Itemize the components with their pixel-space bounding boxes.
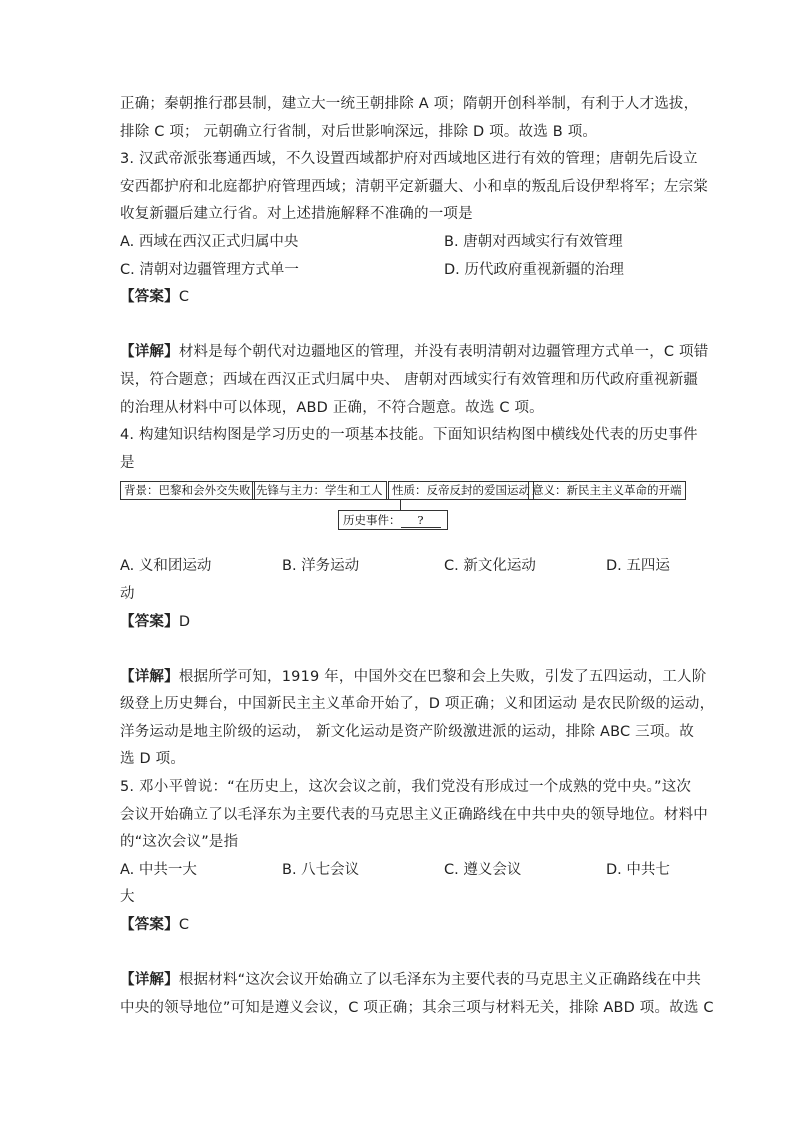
answer-value: D [178, 613, 191, 630]
detail-text: 根据所学可知，1919 年，中国外交在巴黎和会上失败，引发了五四运动，工人阶 [178, 668, 707, 685]
q4-option-a: A. 义和团运动 [120, 558, 212, 575]
q3-detail-line-2: 误，符合题意；西域在西汉正式归属中央、 唐朝对西域实行有效管理和历代政府重视新疆 [120, 371, 699, 388]
q5-option-b: B. 八七会议 [282, 861, 360, 878]
q4-stem-line-2: 是 [120, 454, 135, 471]
q5-stem-line-3: 的“这次会议”是指 [120, 834, 239, 851]
q5-option-d: D. 中共七 [606, 861, 670, 878]
question-4 [120, 422, 715, 774]
detail-label: 【详解】 [120, 972, 179, 989]
event-blank: ? [401, 513, 441, 528]
q4-detail-line-2: 级登上历史舞台，中国新民主主义革命开始了，D 项正确；义和团运动 是农民阶级的运动， [120, 696, 715, 713]
q2-explanation-line-2: 排除 C 项； 元朝确立行省制，对后世影响深远，排除 D 项。故选 B 项。 [120, 123, 598, 140]
question-5 [120, 774, 714, 1022]
answer-value: C [178, 917, 190, 934]
diagram-box-event [338, 510, 448, 530]
q4-answer [120, 609, 676, 637]
q3-stem-line-3: 收复新疆后建立行省。对上述措施解释不准确的一项是 [120, 206, 473, 223]
detail-label: 【详解】 [120, 344, 179, 361]
answer-label: 【答案】 [120, 613, 179, 630]
answer-value: C [178, 289, 190, 306]
q4-detail-line-1 [120, 664, 707, 692]
event-label: 历史事件： [343, 513, 401, 528]
q3-option-c: C. 清朝对边疆管理方式单一 [120, 261, 299, 278]
detail-text: 根据材料“这次会议开始确立了以毛泽东为主要代表的马克思主义正确路线在中共 [178, 972, 702, 989]
q3-options-row-2 [120, 257, 676, 285]
diagram-box-vanguard: 先锋与主力：学生和工人 [252, 481, 387, 500]
spacer [120, 539, 676, 553]
q5-option-a: A. 中共一大 [120, 861, 197, 878]
detail-text: 材料是每个朝代对边疆地区的管理，并没有表明清朝对边疆管理方式单一，C 项错 [178, 344, 709, 361]
q3-answer [120, 284, 676, 312]
q5-detail-line-2: 中央的领导地位”可知是遵义会议，C 项正确；其余三项与材料无关，排除 ABD 项。故选 C [120, 999, 714, 1016]
answer-label: 【答案】 [120, 289, 179, 306]
q4-option-b: B. 洋务运动 [282, 558, 360, 575]
q3-detail-line-3: 的治理从材料中可以体现，ABD 正确，不符合题意。故选 C 项。 [120, 399, 544, 416]
q5-stem-line-2: 会议开始确立了以毛泽东为主要代表的马克思主义正确路线在中共中央的领导地位。材料中 [120, 806, 708, 823]
q4-stem-line-1: 4. 构建知识结构图是学习历史的一项基本技能。下面知识结构图中横线处代表的历史事件 [120, 427, 698, 444]
q5-option-wrap: 大 [120, 889, 135, 906]
q5-detail-line-1 [120, 967, 702, 995]
q3-option-a: A. 西域在西汉正式归属中央 [120, 233, 299, 250]
q3-option-d: D. 历代政府重视新疆的治理 [444, 261, 624, 278]
q4-detail-line-4: 选 D 项。 [120, 751, 186, 768]
spacer [120, 312, 676, 340]
q4-option-d: D. 五四运 [606, 558, 670, 575]
diagram-connector-stem [400, 499, 401, 510]
spacer [120, 636, 676, 664]
q5-options-row [120, 857, 676, 885]
q3-stem-line-2: 安西都护府和北庭都护府管理西域；清朝平定新疆大、小和卓的叛乱后设伊犁将军；左宗棠 [120, 178, 708, 195]
q5-answer [120, 912, 676, 940]
question-3 [120, 146, 709, 422]
q3-option-b: B. 唐朝对西域实行有效管理 [444, 233, 623, 250]
q5-option-c: C. 遵义会议 [444, 861, 522, 878]
q5-stem-line-1: 5. 邓小平曾说：“在历史上，这次会议之前，我们党没有形成过一个成熟的党中央。”这次 [120, 779, 692, 796]
q3-detail-line-1 [120, 339, 709, 367]
spacer [120, 940, 676, 968]
diagram-box-nature: 性质：反帝反封的爱国运动 [388, 481, 534, 500]
diagram-box-background: 背景：巴黎和会外交失败 [120, 481, 255, 500]
document-body [120, 91, 715, 1022]
q3-options-row-1 [120, 229, 676, 257]
q3-stem-line-1: 3. 汉武帝派张骞通西域，不久设置西域都护府对西域地区进行有效的管理；唐朝先后设立 [120, 151, 698, 168]
diagram-connector-line [120, 499, 676, 500]
answer-label: 【答案】 [120, 917, 179, 934]
knowledge-structure-diagram [120, 479, 682, 535]
diagram-box-significance: 意义：新民主主义革命的开端 [528, 481, 686, 500]
q4-detail-line-3: 洋务运动是地主阶级的运动， 新文化运动是资产阶级激进派的运动，排除 ABC 三项。故 [120, 723, 694, 740]
q4-option-c: C. 新文化运动 [444, 558, 536, 575]
q2-explanation-line-1: 正确；秦朝推行郡县制，建立大一统王朝排除 A 项；隋朝开创科举制，有利于人才选拔， [120, 96, 699, 112]
detail-label: 【详解】 [120, 668, 179, 685]
q4-options-row [120, 553, 676, 581]
q4-option-wrap: 动 [120, 585, 135, 602]
